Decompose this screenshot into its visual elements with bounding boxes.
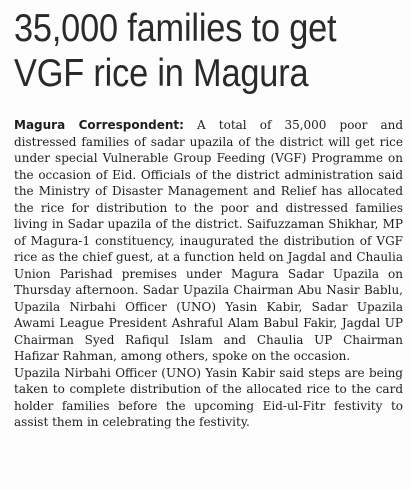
paragraph-1-text: A total of 35,000 poor and distressed families of sadar upazila of the district will get rice under special Vulnerable Group Feeding (VGF) Programme on the occasion of Eid. Officials of the district administration said the Ministry of Disaster Management and Relief has allocated the rice for distribution to the poor and distressed families living in Sadar upazila of the district. Saifuzzaman Shikhar, MP of Magura-1 constituency, inaugurated the distribution of VGF rice as the chief guest, at a function held on Jagdal and Chaulia Union Parishad premises under Magura Sadar Upazila on Thursday afternoon. Sadar Upazila Chairman Abu Nasir Bablu, Upazila Nirbahi Officer (UNO) Yasin Kabir, Sadar Upazila Awami League President Ashraful Alam Babul Fakir, Jagdal UP Chairman Syed Rafiqul Islam and Chaulia UP Chairman Hafizar Rahman, among others, spoke on the occasion. [14, 118, 404, 363]
byline: Magura Correspondent: [14, 118, 184, 132]
article-paragraph-1 [14, 117, 403, 365]
article-body [14, 117, 403, 431]
headline [14, 6, 401, 96]
headline-line-1: 35,000 families to get [14, 7, 337, 50]
article-paragraph-2: Upazila Nirbahi Officer (UNO) Yasin Kabir said steps are being taken to complete distribution of the allocated rice to the card holder families before the upcoming Eid-ul-Fitr festivity to assist them in celebrating the festivity. [14, 365, 403, 429]
headline-line-2: VGF rice in Magura [14, 52, 309, 95]
